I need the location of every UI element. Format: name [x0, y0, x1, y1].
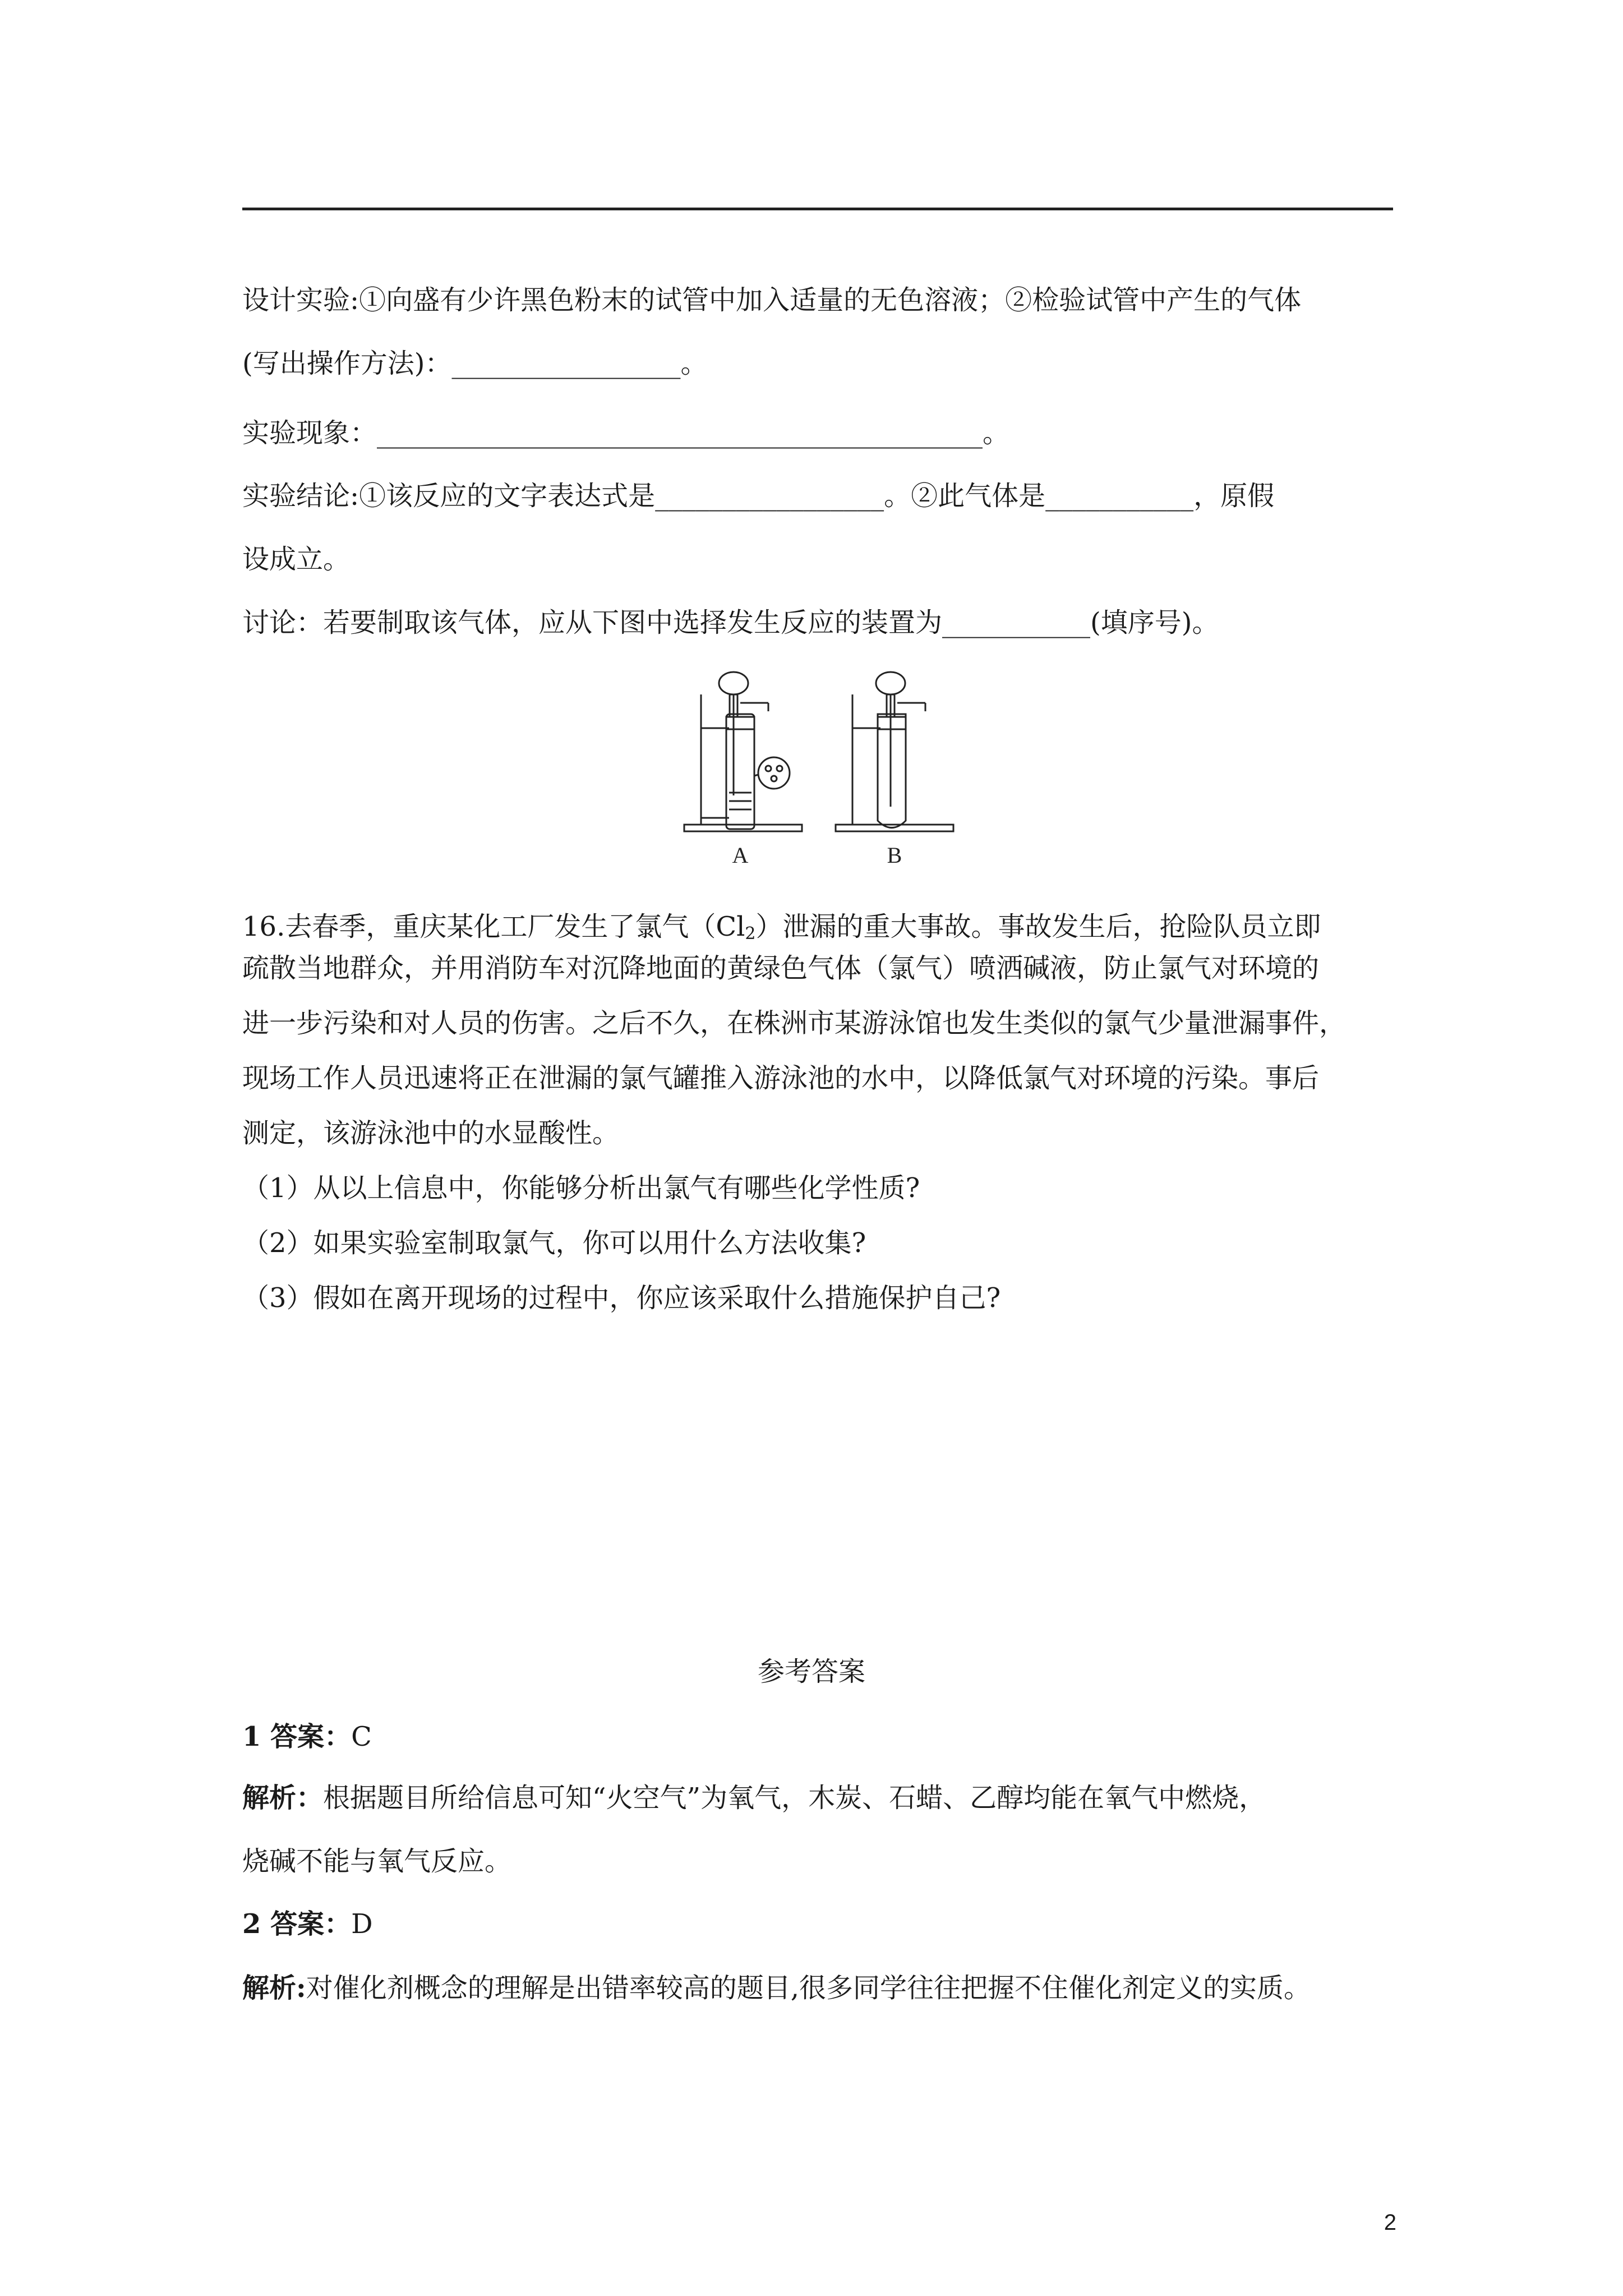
answer-1-explanation-line-2: 烧碱不能与氧气反应。	[242, 1846, 512, 1877]
answer-2-value: D	[351, 1908, 373, 1940]
answer-1-expl-label: 解析：	[242, 1782, 324, 1814]
answer-1-explanation-line-1	[242, 1781, 1266, 1815]
apparatus-b-drawing	[836, 672, 953, 831]
answer-2-expl-label: 解析:	[242, 1972, 306, 2004]
answer-2-label: 2 答案：	[242, 1908, 352, 1940]
q16-sub-1: （1）从以上信息中，你能够分析出氯气有哪些化学性质?	[242, 1172, 920, 1204]
answer-2	[242, 1907, 373, 1941]
q16-sub-3: （3）假如在离开现场的过程中，你应该采取什么措施保护自己?	[242, 1282, 1001, 1314]
q15-line-5: 设成立。	[242, 544, 351, 575]
apparatus-a-drawing	[684, 672, 802, 831]
q16-line-1-post: ）泄漏的重大事故。事故发生后，抢险队员立即	[755, 911, 1321, 942]
answer-1	[242, 1720, 372, 1754]
apparatus-figure	[673, 661, 965, 871]
q16-line-1-pre: 16.去春季，重庆某化工厂发生了氯气（Cl	[242, 911, 745, 942]
figure-label-a: A	[732, 843, 749, 868]
answer-1-expl-text: 根据题目所给信息可知“火空气”为氧气，木炭、石蜡、乙醇均能在氧气中燃烧，	[323, 1782, 1266, 1814]
q15-line-6: 讨论：若要制取该气体，应从下图中选择发生反应的装置为___________(填序号)。	[242, 607, 1219, 638]
answers-heading: 参考答案	[757, 1656, 865, 1687]
answer-1-value: C	[351, 1721, 372, 1752]
page-number: 2	[1384, 2210, 1396, 2235]
q16-line-2: 疏散当地群众，并用消防车对沉降地面的黄绿色气体（氯气）喷洒碱液，防止氯气对环境的	[242, 953, 1320, 984]
q16-line-3: 进一步污染和对人员的伤害。之后不久，在株洲市某游泳馆也发生类似的氯气少量泄漏事件，	[242, 1007, 1347, 1039]
q16-sub-2: （2）如果实验室制取氯气，你可以用什么方法收集?	[242, 1227, 866, 1259]
q15-line-1: 设计实验:①向盛有少许黑色粉末的试管中加入适量的无色溶液；②检验试管中产生的气体	[242, 284, 1302, 316]
figure-label-b: B	[887, 843, 902, 868]
q16-line-5: 测定，该游泳池中的水显酸性。	[242, 1117, 620, 1149]
q15-line-3: 实验现象：_____________________________________________。	[242, 417, 1010, 449]
answer-2-explanation-line-1	[242, 1971, 1311, 2005]
q16-line-1	[242, 910, 1321, 951]
header-rule	[242, 208, 1393, 210]
answer-1-label: 1 答案：	[242, 1721, 352, 1752]
q16-line-4: 现场工作人员迅速将正在泄漏的氯气罐推入游泳池的水中，以降低氯气对环境的污染。事后	[242, 1062, 1320, 1094]
q16-line-1-sub: 2	[745, 924, 756, 944]
answer-2-expl-text: 对催化剂概念的理解是出错率较高的题目,很多同学往往把握不住催化剂定义的实质。	[306, 1972, 1311, 2004]
q15-line-4: 实验结论:①该反应的文字表达式是_________________。②此气体是___________，原假	[242, 480, 1275, 512]
q15-line-2: (写出操作方法)：_________________。	[242, 348, 708, 379]
